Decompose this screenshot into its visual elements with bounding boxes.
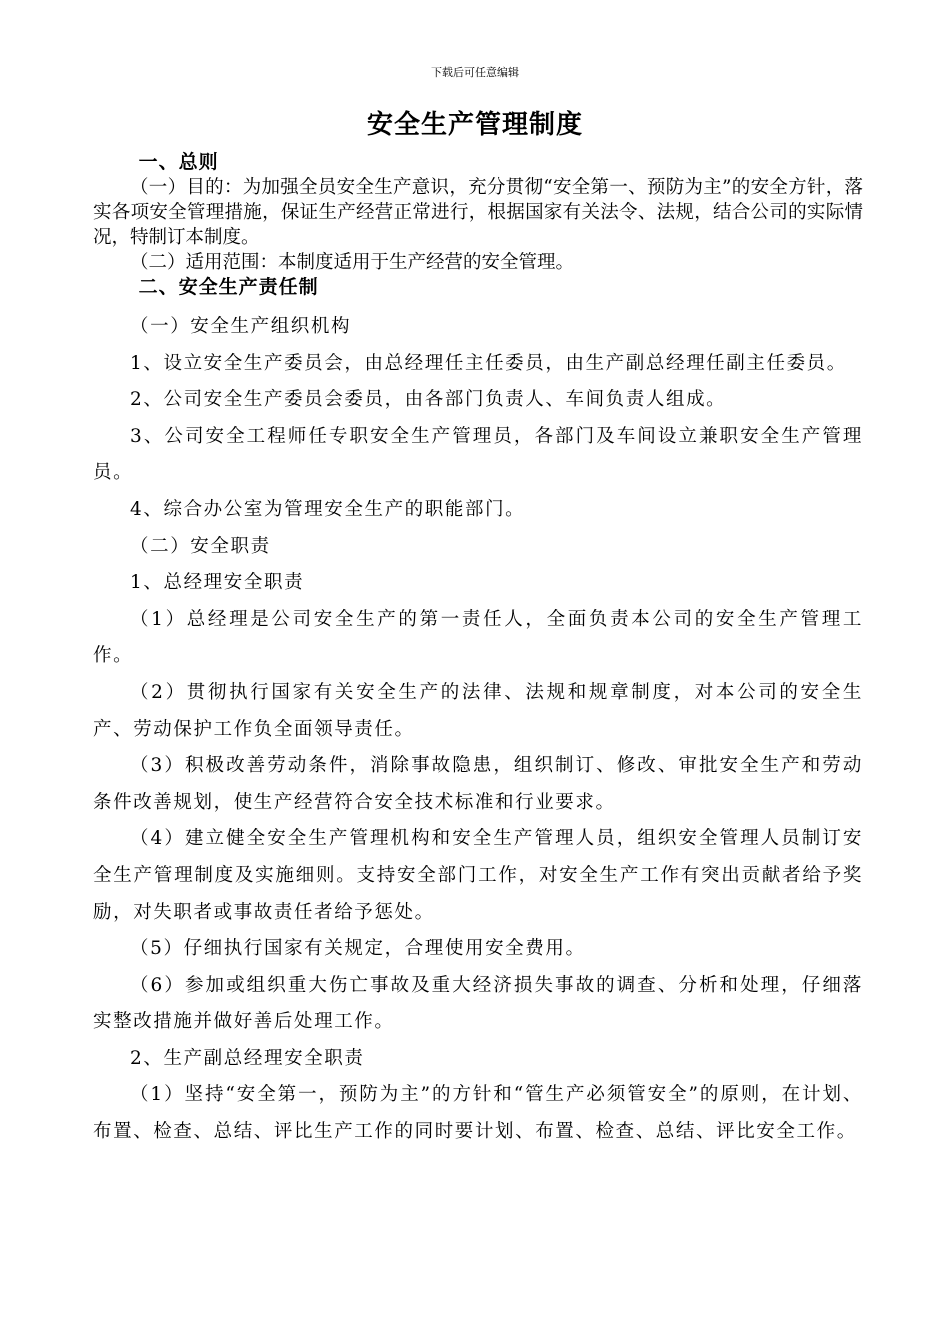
- section-heading: 一、总则: [138, 151, 219, 173]
- paragraph: 4、综合办公室为管理安全生产的职能部门。: [130, 498, 526, 520]
- paragraph: （1）坚持“安全第一，预防为主”的方针和“管生产必须管安全”的原则，在计划、布置、检查、总结、评比生产工作的同时要计划、布置、检查、总结、评比安全工作。: [93, 1084, 863, 1143]
- paragraph: （4）建立健全安全生产管理机构和安全生产管理人员，组织安全管理人员制订安全生产管理制度及实施细则。支持安全部门工作，对安全生产工作有突出贡献者给予奖励，对失职者或事故责任者给予惩处。: [93, 828, 863, 923]
- paragraph: 2、公司安全生产委员会委员，由各部门负责人、车间负责人组成。: [130, 389, 727, 411]
- document-title: 安全生产管理制度: [366, 110, 583, 140]
- paragraph: 3、公司安全工程师任专职安全生产管理员，各部门及车间设立兼职安全生产管理员。: [93, 425, 863, 484]
- paragraph: 2、生产副总经理安全职责: [130, 1047, 365, 1069]
- paragraph: （5）仔细执行国家有关规定，合理使用安全费用。: [130, 938, 586, 960]
- paragraph: （2）贯彻执行国家有关安全生产的法律、法规和规章制度，对本公司的安全生产、劳动保护工作负全面领导责任。: [93, 681, 863, 740]
- header-note: 下载后可任意编辑: [431, 66, 519, 79]
- paragraph: （二）安全职责: [130, 535, 271, 557]
- paragraph: （1）总经理是公司安全生产的第一责任人，全面负责本公司的安全生产管理工作。: [93, 608, 863, 667]
- paragraph: （6）参加或组织重大伤亡事故及重大经济损失事故的调查、分析和处理，仔细落实整改措施并做好善后处理工作。: [93, 974, 863, 1033]
- responsibility-section: [93, 309, 863, 1151]
- paragraph: （3）积极改善劳动条件，消除事故隐患，组织制订、修改、审批安全生产和劳动条件改善规划，使生产经营符合安全技术标准和行业要求。: [93, 755, 863, 813]
- paragraph: （一）目的：为加强全员安全生产意识，充分贯彻“安全第一、预防为主”的安全方针，落实各项安全管理措施，保证生产经营正常进行，根据国家有关法令、法规，结合公司的实际情况，特制订本制度。: [93, 177, 863, 248]
- paragraph: 1、总经理安全职责: [130, 572, 305, 594]
- paragraph: 1、设立安全生产委员会，由总经理任主任委员，由生产副总经理任副主任委员。: [130, 352, 847, 374]
- paragraph: （二）适用范围：本制度适用于生产经营的安全管理。: [130, 252, 575, 273]
- general-section: [93, 150, 863, 300]
- section-heading: 二、安全生产责任制: [138, 276, 319, 298]
- paragraph: （一）安全生产组织机构: [130, 316, 352, 337]
